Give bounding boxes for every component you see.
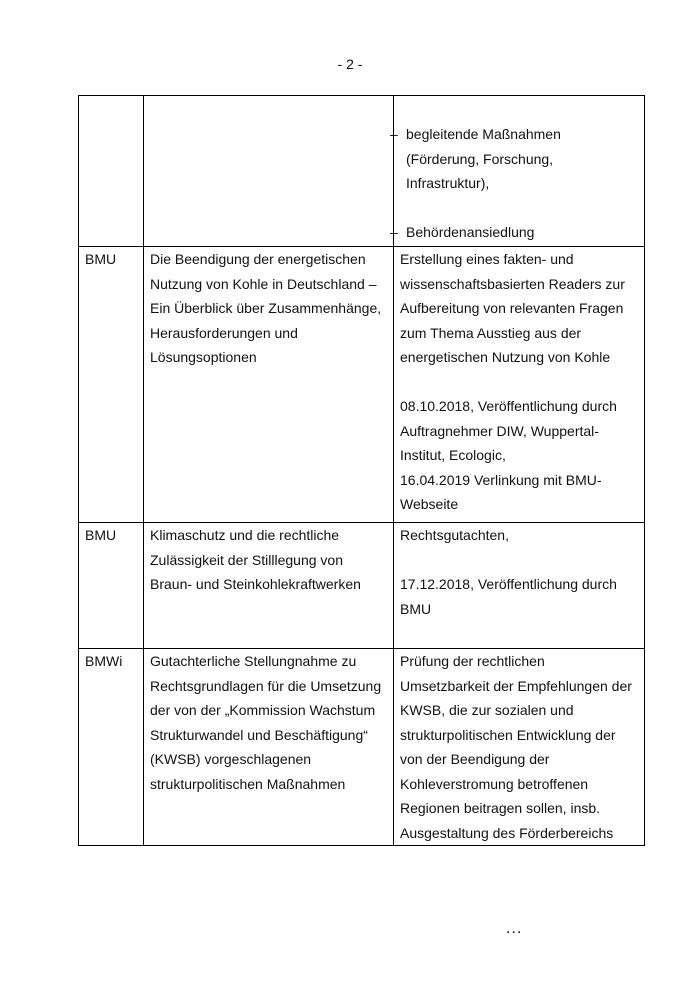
title-cell bbox=[144, 96, 394, 247]
text-line: Die Beendigung der energetischen bbox=[150, 251, 366, 267]
measures-table bbox=[78, 95, 645, 846]
text-line: Regionen beitragen sollen, insb. bbox=[400, 800, 601, 816]
text-line: der von der „Kommission Wachstum bbox=[150, 702, 376, 718]
description-cell bbox=[394, 523, 645, 649]
title-cell bbox=[144, 523, 394, 649]
text-line: strukturpolitischen Maßnahmen bbox=[150, 775, 346, 792]
description-cell bbox=[394, 649, 645, 846]
bullet-item bbox=[390, 122, 638, 196]
text-line: 17.12.2018, Veröffentlichung durch bbox=[400, 576, 617, 592]
text-line: Nutzung von Kohle in Deutschland – bbox=[150, 275, 377, 292]
text-line: Behördenansiedlung bbox=[406, 224, 535, 240]
text-line: BMU bbox=[400, 600, 432, 617]
agency-cell: BMU bbox=[79, 523, 144, 649]
text-line: Rechtsgrundlagen für die Umsetzung bbox=[150, 677, 382, 694]
description-cell bbox=[394, 247, 645, 523]
text-line: Lösungsoptionen bbox=[150, 349, 257, 365]
title-cell bbox=[144, 247, 394, 523]
dash-marker: – bbox=[390, 224, 398, 240]
description-cell bbox=[390, 96, 645, 247]
text-line: Auftragnehmer DIW, Wuppertal- bbox=[400, 422, 599, 439]
text-line: strukturpolitischen Entwicklung der bbox=[400, 726, 616, 743]
text-line: energetischen Nutzung von Kohle bbox=[400, 349, 611, 365]
text-line: Aufbereitung von relevanten Fragen bbox=[400, 300, 624, 316]
text-line: von der Beendigung der bbox=[400, 751, 550, 767]
text-line: Infrastruktur), bbox=[406, 175, 490, 191]
text-line: Erstellung eines fakten- und bbox=[400, 251, 574, 267]
continuation-marker: ... bbox=[506, 920, 523, 937]
text-line: Prüfung der rechtlichen bbox=[400, 653, 545, 669]
text-line: 08.10.2018, Veröffentlichung durch bbox=[400, 398, 617, 414]
table-row bbox=[79, 247, 645, 523]
agency-cell: BMWi bbox=[79, 649, 144, 846]
dash-marker: – bbox=[390, 126, 398, 142]
text-line: Institut, Ecologic, bbox=[400, 447, 506, 463]
agency-cell: BMU bbox=[79, 247, 144, 523]
text-line: Strukturwandel und Beschäftigung“ bbox=[150, 726, 368, 743]
text-line: begleitende Maßnahmen bbox=[406, 126, 561, 142]
text-line: (KWSB) vorgeschlagenen bbox=[150, 751, 312, 767]
text-line: 16.04.2019 Verlinkung mit BMU- bbox=[400, 471, 602, 488]
agency-cell bbox=[79, 96, 144, 247]
text-line: Klimaschutz und die rechtliche bbox=[150, 527, 340, 543]
text-line: Webseite bbox=[400, 496, 459, 512]
text-line: Kohleverstromung betroffenen bbox=[400, 775, 589, 792]
text-line: Ein Überblick über Zusammenhänge, bbox=[150, 300, 382, 316]
table-row bbox=[79, 649, 645, 846]
text-line: (Förderung, Forschung, bbox=[406, 150, 554, 167]
text-line: KWSB, die zur sozialen und bbox=[400, 702, 574, 718]
title-cell bbox=[144, 649, 394, 846]
text-line: Umsetzbarkeit der Empfehlungen der bbox=[400, 677, 632, 694]
page-number: - 2 - bbox=[337, 56, 363, 72]
text-line: Braun- und Steinkohlekraftwerken bbox=[150, 576, 361, 592]
text-line: Ausgestaltung des Förderbereichs bbox=[400, 824, 614, 841]
text-line: Gutachterliche Stellungnahme zu bbox=[150, 653, 357, 669]
text-line: Zulässigkeit der Stilllegung von bbox=[150, 551, 343, 568]
table-row bbox=[79, 523, 645, 649]
text-line: wissenschaftsbasierten Readers zur bbox=[400, 275, 625, 292]
bullet-item bbox=[390, 220, 638, 245]
text-line: Rechtsgutachten, bbox=[400, 527, 509, 543]
text-line: Herausforderungen und bbox=[150, 324, 298, 341]
table-row bbox=[79, 96, 645, 247]
text-line: zum Thema Ausstieg aus der bbox=[400, 324, 582, 341]
